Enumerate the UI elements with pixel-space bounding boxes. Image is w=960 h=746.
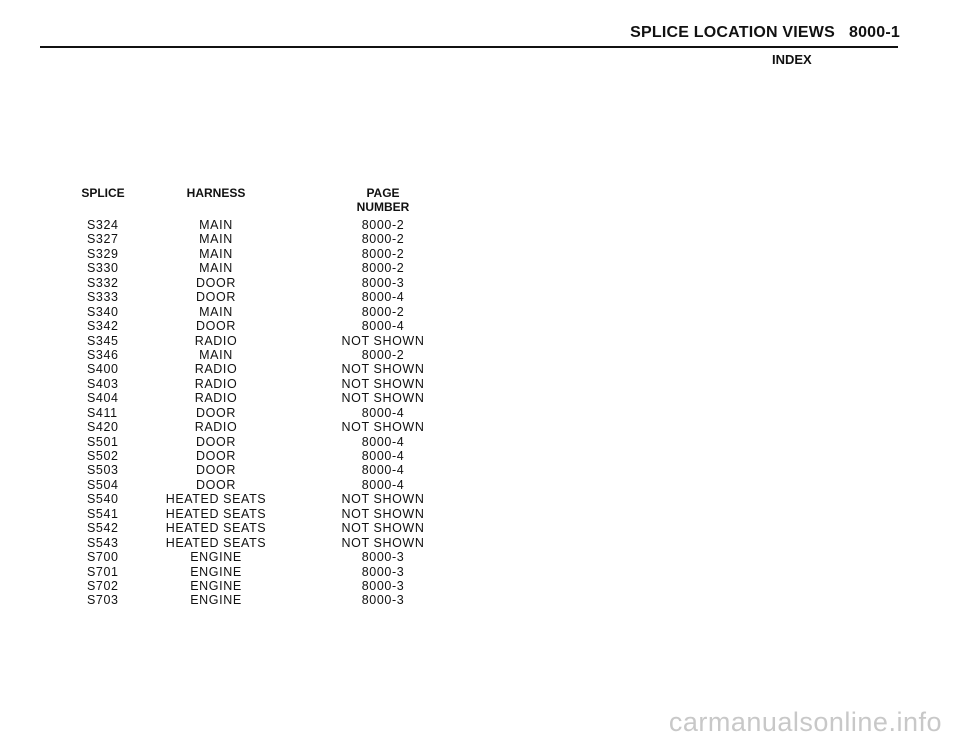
page-reference: NOT SHOWN (341, 535, 425, 550)
table-row (0, 362, 960, 376)
harness-name: ENGINE (190, 578, 242, 593)
harness-name: DOOR (196, 319, 236, 334)
table-row (0, 334, 960, 348)
harness-name: RADIO (194, 362, 238, 377)
splice-index-table (0, 218, 960, 608)
splice-id: S542 (87, 521, 119, 536)
page-reference: 8000-3 (361, 550, 405, 565)
page-title (630, 24, 900, 42)
page-reference: NOT SHOWN (341, 376, 425, 391)
splice-id: S411 (87, 405, 118, 420)
table-row (0, 261, 960, 275)
table-row (0, 550, 960, 564)
splice-id: S403 (87, 376, 119, 391)
page-reference: 8000-3 (361, 275, 405, 290)
page-reference: NOT SHOWN (341, 492, 425, 507)
harness-name: MAIN (199, 232, 233, 247)
page-reference: 8000-2 (361, 246, 405, 261)
table-row (0, 579, 960, 593)
page-reference: 8000-4 (361, 463, 405, 478)
header-rule (40, 46, 898, 48)
harness-name: HEATED SEATS (165, 535, 267, 550)
splice-id: S502 (87, 449, 119, 463)
page-reference: 8000-4 (361, 449, 405, 463)
harness-name: DOOR (196, 275, 236, 290)
harness-name: MAIN (199, 261, 233, 276)
splice-id: S346 (87, 347, 119, 362)
harness-name: ENGINE (190, 550, 242, 565)
page-reference: 8000-2 (361, 347, 405, 362)
table-row (0, 305, 960, 319)
table-row (0, 565, 960, 579)
splice-id: S504 (87, 477, 119, 492)
splice-id: S400 (87, 362, 119, 377)
page-reference: 8000-3 (361, 578, 405, 593)
table-row (0, 536, 960, 550)
table-row (0, 348, 960, 362)
splice-id: S340 (87, 304, 119, 319)
page-reference: NOT SHOWN (341, 391, 425, 406)
splice-id: S503 (87, 463, 119, 478)
harness-name: DOOR (196, 405, 236, 420)
splice-id: S329 (87, 246, 119, 261)
table-row (0, 463, 960, 477)
harness-name: DOOR (196, 477, 236, 492)
harness-name: DOOR (196, 434, 236, 449)
harness-name: ENGINE (190, 593, 242, 608)
page-reference: NOT SHOWN (341, 506, 425, 521)
table-row (0, 276, 960, 290)
table-row (0, 492, 960, 506)
table-row (0, 521, 960, 535)
harness-name: RADIO (194, 333, 238, 348)
table-row (0, 290, 960, 304)
splice-id: S345 (87, 333, 119, 348)
harness-name: HEATED SEATS (165, 521, 267, 536)
page-reference: 8000-4 (361, 477, 405, 492)
page-reference: 8000-3 (361, 564, 405, 579)
table-row (0, 507, 960, 521)
splice-id: S700 (87, 550, 119, 565)
table-row (0, 218, 960, 232)
page-reference: 8000-2 (361, 218, 405, 232)
section-title: SPLICE LOCATION VIEWS (630, 24, 835, 41)
harness-name: MAIN (199, 218, 233, 232)
splice-id: S327 (87, 232, 119, 247)
splice-id: S703 (87, 593, 119, 608)
harness-name: HEATED SEATS (165, 506, 267, 521)
splice-id: S701 (87, 564, 119, 579)
table-row (0, 435, 960, 449)
splice-id: S541 (87, 506, 119, 521)
harness-name: DOOR (196, 290, 236, 305)
splice-id: S501 (87, 434, 119, 449)
splice-id: S543 (87, 535, 119, 550)
watermark: carmanualsonline.info (668, 707, 942, 737)
page-reference: NOT SHOWN (341, 420, 425, 435)
table-row (0, 449, 960, 463)
harness-name: HEATED SEATS (165, 492, 267, 507)
page-reference: 8000-4 (361, 290, 405, 305)
harness-name: ENGINE (190, 564, 242, 579)
column-header-splice: SPLICE (81, 186, 125, 200)
table-row (0, 593, 960, 607)
column-header-page-number: PAGE NUMBER (356, 186, 410, 214)
page-reference: 8000-4 (361, 319, 405, 334)
splice-id: S420 (87, 420, 119, 435)
page-reference: NOT SHOWN (341, 362, 425, 377)
page-reference: 8000-4 (361, 405, 405, 420)
table-row (0, 247, 960, 261)
splice-id: S342 (87, 319, 119, 334)
splice-id: S404 (87, 391, 119, 406)
splice-id: S540 (87, 492, 119, 507)
table-row (0, 420, 960, 434)
splice-id: S330 (87, 261, 119, 276)
harness-name: RADIO (194, 391, 238, 406)
page-number: 8000-1 (848, 24, 900, 41)
page-reference: 8000-2 (361, 261, 405, 276)
table-row (0, 377, 960, 391)
harness-name: RADIO (194, 376, 238, 391)
table-row (0, 478, 960, 492)
splice-id: S702 (87, 578, 119, 593)
page-reference: 8000-3 (361, 593, 405, 608)
page-reference: 8000-2 (361, 304, 405, 319)
splice-id: S332 (87, 275, 119, 290)
page-reference: NOT SHOWN (341, 333, 425, 348)
splice-id: S324 (87, 218, 119, 232)
table-row (0, 232, 960, 246)
table-row (0, 319, 960, 333)
harness-name: DOOR (196, 463, 236, 478)
splice-id: S333 (87, 290, 119, 305)
page-reference: 8000-2 (361, 232, 405, 247)
page-reference: NOT SHOWN (341, 521, 425, 536)
column-header-harness: HARNESS (186, 186, 246, 200)
section-subtitle: INDEX (772, 52, 812, 67)
harness-name: MAIN (199, 304, 233, 319)
table-row (0, 391, 960, 405)
harness-name: RADIO (194, 420, 238, 435)
harness-name: MAIN (199, 347, 233, 362)
table-row (0, 406, 960, 420)
page-reference: 8000-4 (361, 434, 405, 449)
harness-name: DOOR (196, 449, 236, 463)
harness-name: MAIN (199, 246, 233, 261)
